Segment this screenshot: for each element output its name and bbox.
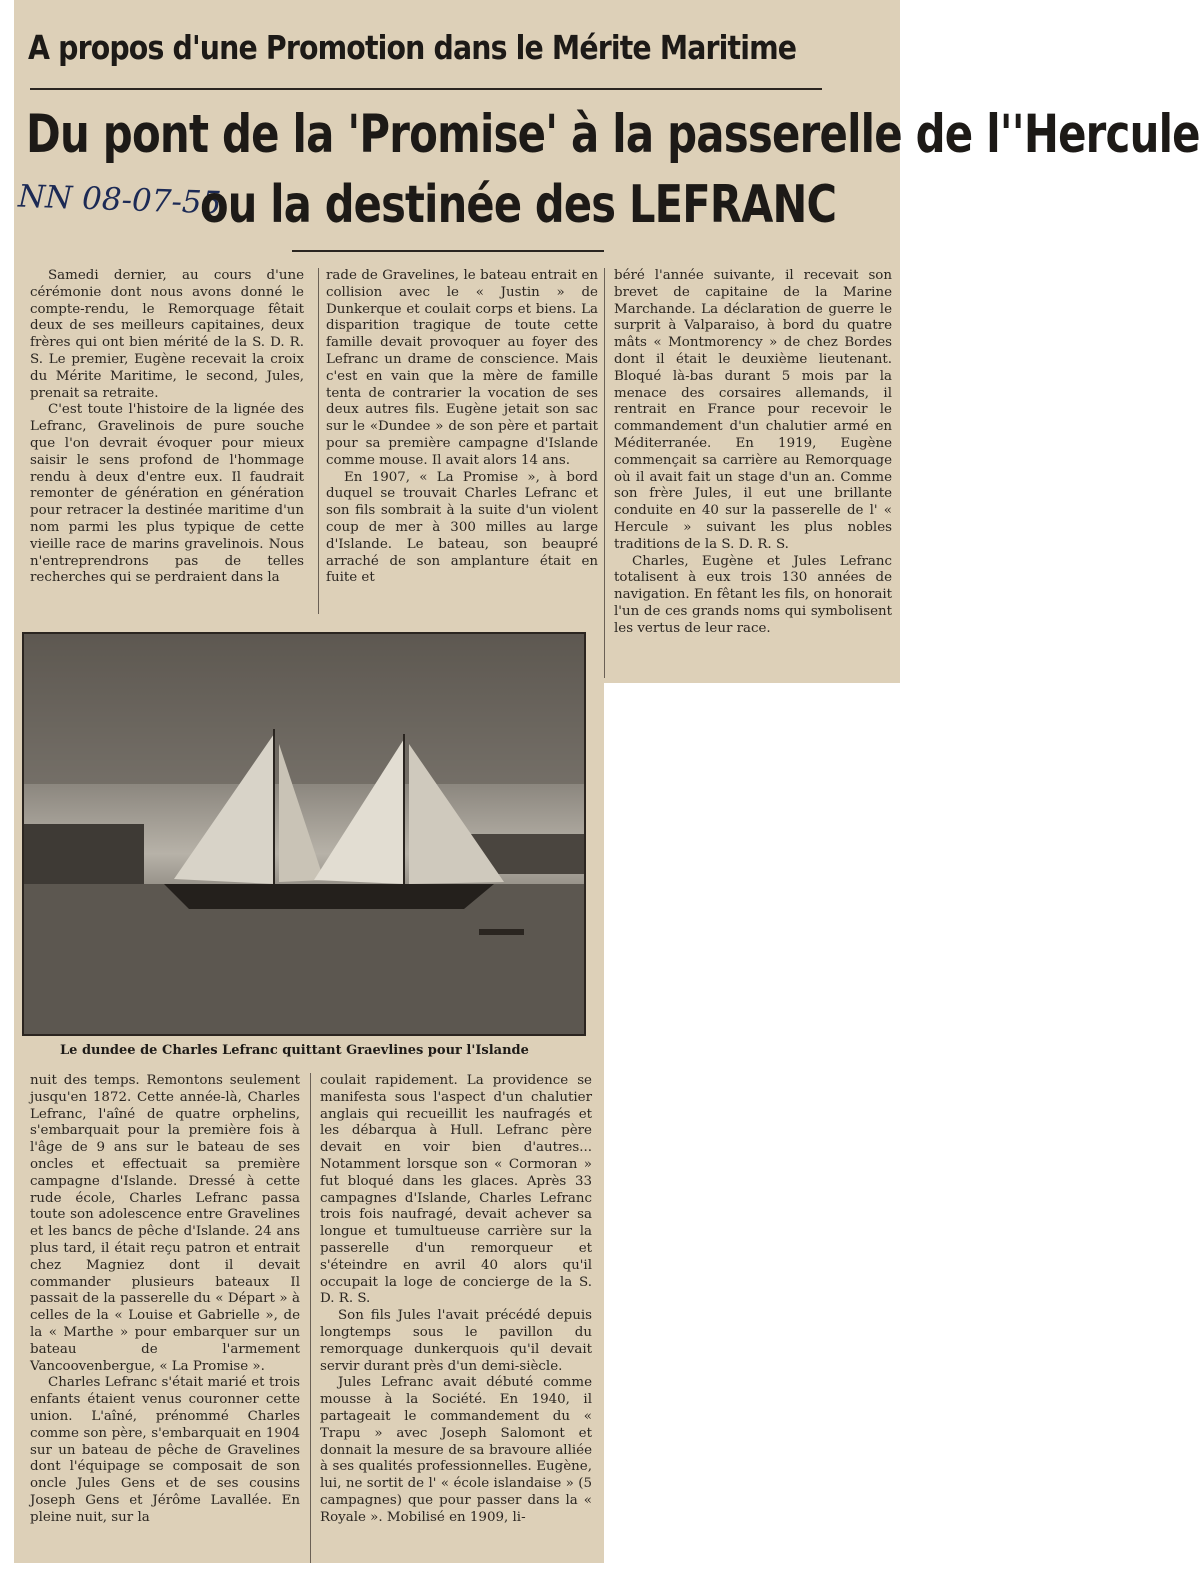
paragraph: Jules Lefranc avait débuté comme mousse à la Société. En 1940, il partageait le commandement du « Trapu » avec Joseph Salomont et donnait la mesure de sa bravoure alliée à ses qualités professionnelles. Eugène, lui, ne sortit de l' « école islandaise » (5 campagnes) que pour passer dans la « Royale ». Mobilisé en 1909, li- xyxy=(320,1375,592,1525)
paragraph: coulait rapidement. La providence se manifesta sous l'aspect d'un chalutier anglais qui recueillit les naufragés et les débarqua à Hull. Lefranc père devait en voir bien d'autres... Notamment lorsque son « Cormoran » fut bloqué dans les glaces. Après 33 campagnes d'Islande, Charles Lefranc trois fois naufragé, devait achever sa longue et tumultueuse carrière sur la passerelle d'un remorqueur et s'éteindre en avril 40 alors qu'il occupait la loge de concierge de la S. D. R. S. xyxy=(320,1073,592,1307)
paragraph: Samedi dernier, au cours d'une cérémonie dont nous avons donné le compte-rendu, le Remorquage fêtait deux de ses meilleurs capitaines, deux frères qui ont bien mérité de la S. D. R. S. Le premier, Eugène recevait la croix du Mérite Maritime, le second, Jules, prenait sa retraite. xyxy=(30,268,304,401)
paragraph: Son fils Jules l'avait précédé depuis longtemps sous le pavillon du remorquage dunkerquois qu'il devait servir durant près d'un demi-siècle. xyxy=(320,1308,592,1374)
paragraph: nuit des temps. Remontons seulement jusqu'en 1872. Cette année-là, Charles Lefranc, l'aîné de quatre orphelins, s'embarquait pour la première fois à l'âge de 9 ans sur le bateau de ses oncles et effectuait sa première campagne d'Islande. Dressé à cette rude école, Charles Lefranc passa toute son adolescence entre Gravelines et les bancs de pêche d'Islande. 24 ans plus tard, il était reçu patron et entrait chez Magniez dont il devait commander plusieurs bateaux Il passait de la passerelle du « Départ » à celles de la « Louise et Gabrielle », de la « Marthe » pour embarquer sur un bateau de l'armement Vancoovenbergue, « La Promise ». xyxy=(30,1073,300,1374)
article-column-5 xyxy=(320,1073,592,1565)
paragraph: En 1907, « La Promise », à bord duquel se trouvait Charles Lefranc et son fils sombrait à la suite d'un violent coup de mer à 300 milles au large d'Islande. Le bateau, son beaupré arraché de son amplanture était en fuite et xyxy=(326,469,598,586)
sailing-boat-photo xyxy=(22,632,586,1036)
subheadline: ou la destinée des LEFRANC xyxy=(200,175,837,235)
kicker-title: A propos d'une Promotion dans le Mérite Maritime xyxy=(28,28,797,67)
subhead-rule xyxy=(292,250,604,252)
article-column-2 xyxy=(326,268,598,616)
column-divider xyxy=(604,268,605,678)
paragraph: béré l'année suivante, il recevait son brevet de capitaine de la Marine Marchande. La déclaration de guerre le surprit à Valparaiso, à bord du quatre mâts « Montmorency » de chez Bordes dont il était le deuxième lieutenant. Bloqué là-bas durant 5 mois par la menace des corsaires allemands, il rentrait en France pour recevoir le commandement d'un chalutier armé en Méditerranée. En 1919, Eugène commençait sa carrière au Remorquage où il avait fait un stage d'un an. Comme son frère Jules, il eut une brillante conduite en 40 sur la passerelle de l' « Hercule » suivant les plus nobles traditions de la S. D. R. S. xyxy=(614,268,892,552)
headline: Du pont de la 'Promise' à la passerelle de l''Hercule xyxy=(26,104,1200,165)
article-column-3 xyxy=(614,268,892,668)
photo-caption: Le dundee de Charles Lefranc quittant Graevlines pour l'Islande xyxy=(60,1043,529,1058)
paragraph: rade de Gravelines, le bateau entrait en collision avec le « Justin » de Dunkerque et coulait corps et biens. La disparition tragique de toute cette famille devait provoquer au foyer des Lefranc un drame de conscience. Mais c'est en vain que la mère de famille tenta de contrarier la vocation de ses deux autres fils. Eugène jetait son sac sur le «Dundee » de son père et partait pour sa première campagne d'Islande comme mouse. Il avait alors 14 ans. xyxy=(326,268,598,468)
column-divider xyxy=(310,1073,311,1563)
article-column-4 xyxy=(30,1073,300,1565)
column-divider xyxy=(318,268,319,614)
article-column-1 xyxy=(30,268,304,616)
kicker-rule xyxy=(30,88,822,90)
handwritten-date: NN 08-07-55 xyxy=(17,178,222,222)
paragraph: C'est toute l'histoire de la lignée des Lefranc, Gravelinois de pure souche que l'on devrait évoquer pour mieux saisir le sens profond de l'hommage rendu à deux d'entre eux. Il faudrait remonter de génération en génération pour retracer la destinée maritime d'un nom parmi les plus typique de cette vieille race de marins gravelinois. Nous n'entreprendrons pas de telles recherches qui se perdraient dans la xyxy=(30,402,304,586)
paragraph: Charles Lefranc s'était marié et trois enfants étaient venus couronner cette union. L'aîné, prénommé Charles comme son père, s'embarquait en 1904 sur un bateau de pêche de Gravelines dont l'équipage se composait de son oncle Jules Gens et de ses cousins Joseph Gens et Jérôme Lavallée. En pleine nuit, sur la xyxy=(30,1375,300,1525)
paragraph: Charles, Eugène et Jules Lefranc totalisent à eux trois 130 années de navigation. En fêtant les fils, on honorait l'un de ces grands noms qui symbolisent les vertus de leur race. xyxy=(614,553,892,636)
